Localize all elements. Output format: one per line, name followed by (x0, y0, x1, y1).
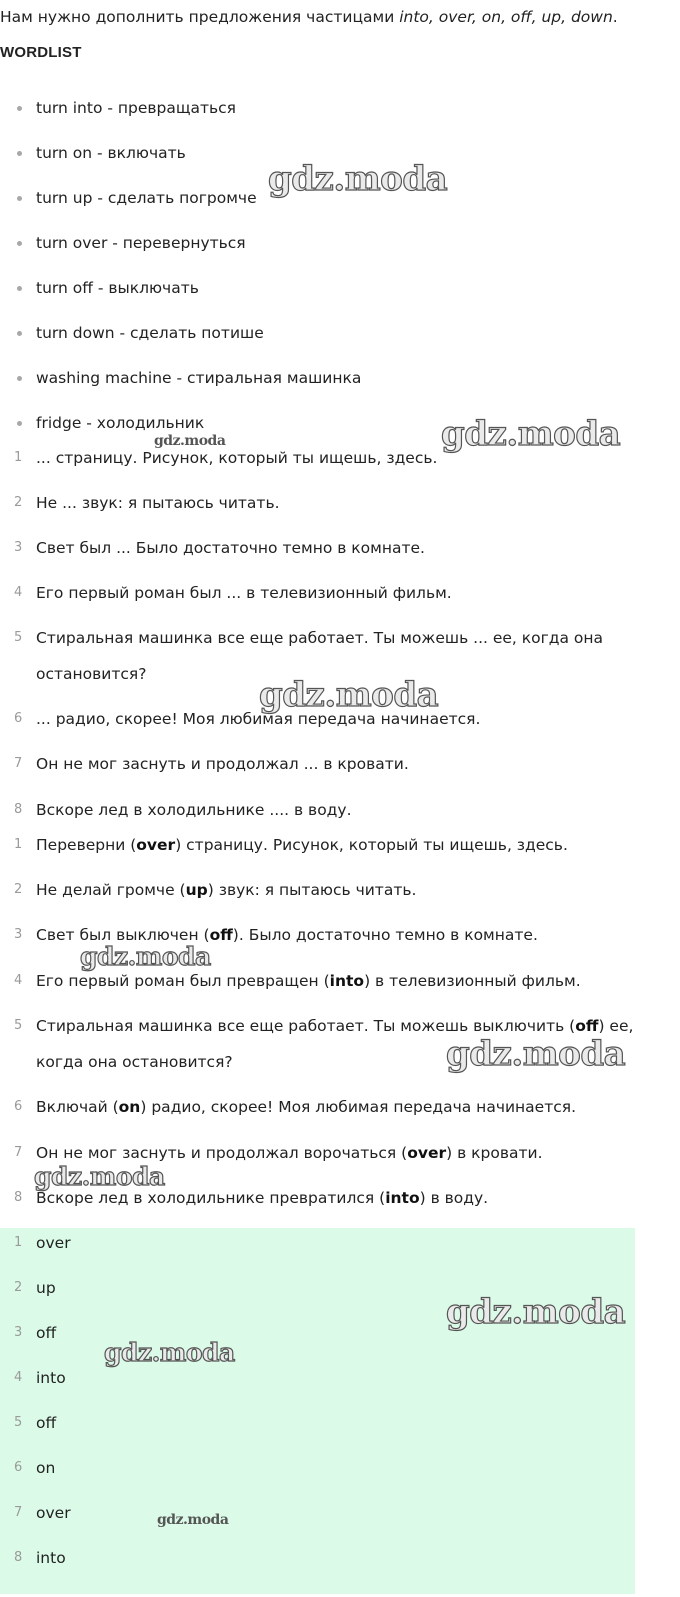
bullet-icon (17, 241, 22, 246)
watermark: gdz.moda (104, 1338, 235, 1367)
watermark: gdz.moda (441, 414, 621, 454)
watermark: gdz.moda (80, 942, 211, 971)
intro-text: Нам нужно дополнить предложения частицами into, over, on, off, up, down. (0, 8, 618, 26)
bullet-icon (17, 331, 22, 336)
bullet-icon (17, 196, 22, 201)
answers-block (0, 1228, 635, 1594)
bullet-icon (17, 421, 22, 426)
bullet-icon (17, 106, 22, 111)
watermark: gdz.moda (157, 1512, 229, 1528)
bullet-icon (17, 376, 22, 381)
watermark: gdz.moda (154, 433, 226, 449)
bullet-icon (17, 286, 22, 291)
particles-list: into, over, on, off, up, down (399, 8, 613, 26)
watermark: gdz.moda (446, 1292, 626, 1332)
bullet-icon (17, 151, 22, 156)
wordlist-heading: WORDLIST (0, 44, 82, 61)
watermark: gdz.moda (268, 159, 448, 199)
watermark: gdz.moda (259, 675, 439, 715)
watermark: gdz.moda (34, 1162, 165, 1191)
watermark: gdz.moda (446, 1034, 626, 1074)
